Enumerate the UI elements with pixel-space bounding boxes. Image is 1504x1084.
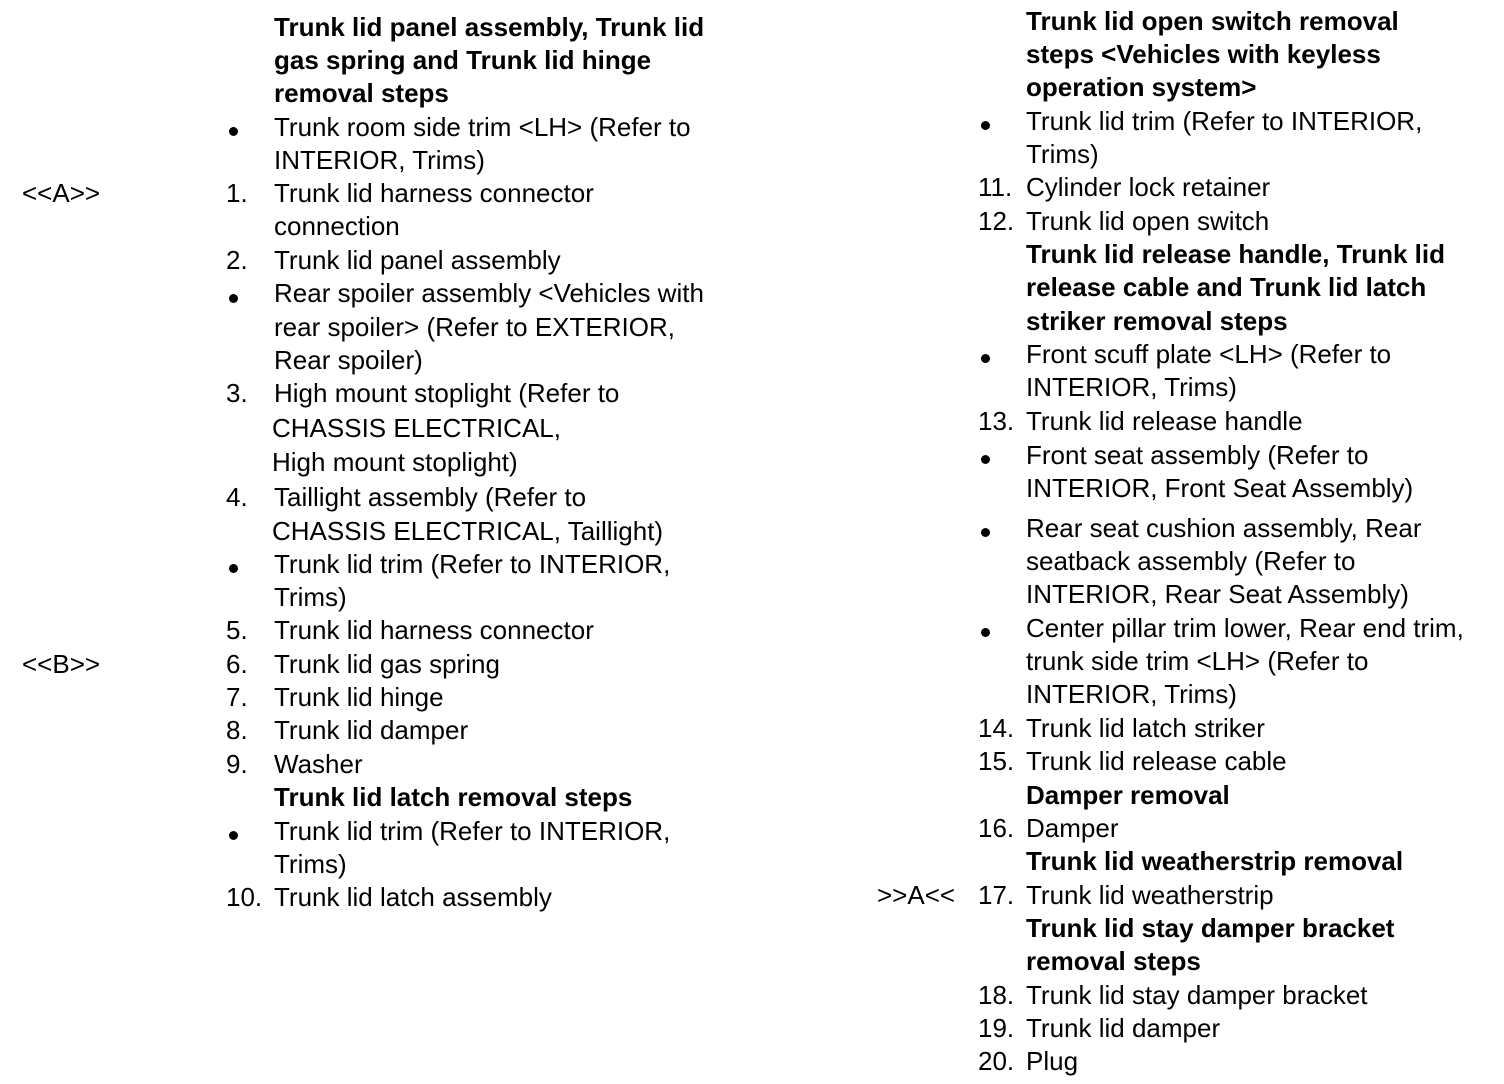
heading-release-line-3: striker removal steps: [1026, 306, 1288, 336]
bullet-icon: [229, 564, 238, 573]
item-number: 17.: [978, 880, 1015, 910]
item-number: 6.: [226, 649, 248, 679]
heading-switch-line-3: operation system>: [1026, 72, 1257, 102]
bullet-rear-seat-line-2: seatback assembly (Refer to: [1026, 546, 1356, 576]
item-7: Trunk lid hinge: [274, 682, 444, 712]
bullet-front-seat-line-1: Front seat assembly (Refer to: [1026, 440, 1369, 470]
item-number: 8.: [226, 715, 248, 745]
item-number: 7.: [226, 682, 248, 712]
heading-bracket-line-2: removal steps: [1026, 946, 1201, 976]
bullet-icon: [981, 121, 990, 130]
item-19: Trunk lid damper: [1026, 1013, 1221, 1043]
heading-damper: Damper removal: [1026, 780, 1230, 810]
item-11: Cylinder lock retainer: [1026, 172, 1271, 202]
item-1-line-1: Trunk lid harness connector: [274, 178, 594, 208]
service-mark-b: <<B>>: [22, 649, 101, 679]
item-number: 11.: [978, 172, 1013, 202]
bullet-trim-1-line-2: Trims): [274, 582, 347, 612]
item-15: Trunk lid release cable: [1026, 746, 1287, 776]
item-number: 14.: [978, 713, 1015, 743]
item-2: Trunk lid panel assembly: [274, 245, 561, 275]
bullet-trim-2-line-2: Trims): [274, 849, 347, 879]
bullet-trim-2-line-1: Trunk lid trim (Refer to INTERIOR,: [274, 816, 671, 846]
heading-switch-line-1: Trunk lid open switch removal: [1026, 6, 1399, 36]
bullet-pillar-line-3: INTERIOR, Trims): [1026, 679, 1237, 709]
bullet-icon: [229, 294, 238, 303]
heading-switch-line-2: steps <Vehicles with keyless: [1026, 39, 1381, 69]
bullet-scuff-line-1: Front scuff plate <LH> (Refer to: [1026, 339, 1392, 369]
heading-release-line-1: Trunk lid release handle, Trunk lid: [1026, 239, 1446, 269]
heading-panel-line-1: Trunk lid panel assembly, Trunk lid: [274, 12, 705, 42]
item-number: 18.: [978, 980, 1015, 1010]
bullet-pillar-line-1: Center pillar trim lower, Rear end trim,: [1026, 613, 1464, 643]
item-number: 13.: [978, 406, 1015, 436]
heading-bracket-line-1: Trunk lid stay damper bracket: [1026, 913, 1395, 943]
bullet-trim-3-line-1: Trunk lid trim (Refer to INTERIOR,: [1026, 106, 1423, 136]
item-17: Trunk lid weatherstrip: [1026, 880, 1274, 910]
bullet-icon: [981, 628, 990, 637]
service-mark-a-install: >>A<<: [877, 880, 956, 910]
item-number: 16.: [978, 813, 1015, 843]
item-number: 3.: [226, 378, 248, 408]
item-number: 9.: [226, 749, 248, 779]
bullet-front-seat-line-2: INTERIOR, Front Seat Assembly): [1026, 473, 1414, 503]
item-number: 20.: [978, 1046, 1015, 1076]
heading-panel-line-3: removal steps: [274, 78, 449, 108]
bullet-trim-3-line-2: Trims): [1026, 139, 1099, 169]
bullet-side-trim-line-2: INTERIOR, Trims): [274, 145, 485, 175]
item-13: Trunk lid release handle: [1026, 406, 1303, 436]
item-18: Trunk lid stay damper bracket: [1026, 980, 1368, 1010]
item-number: 5.: [226, 615, 248, 645]
item-1-line-2: connection: [274, 211, 400, 241]
bullet-scuff-line-2: INTERIOR, Trims): [1026, 372, 1237, 402]
item-20: Plug: [1026, 1046, 1079, 1076]
item-14: Trunk lid latch striker: [1026, 713, 1265, 743]
bullet-icon: [229, 127, 238, 136]
item-number: 2.: [226, 245, 248, 275]
heading-latch: Trunk lid latch removal steps: [274, 782, 633, 812]
bullet-pillar-line-2: trunk side trim <LH> (Refer to: [1026, 646, 1369, 676]
item-12: Trunk lid open switch: [1026, 206, 1270, 236]
service-mark-a: <<A>>: [22, 178, 101, 208]
item-6: Trunk lid gas spring: [274, 649, 500, 679]
item-8: Trunk lid damper: [274, 715, 469, 745]
item-number: 15.: [978, 746, 1015, 776]
bullet-rear-seat-line-3: INTERIOR, Rear Seat Assembly): [1026, 579, 1409, 609]
item-4-line-1: Taillight assembly (Refer to: [274, 482, 587, 512]
bullet-spoiler-line-1: Rear spoiler assembly <Vehicles with: [274, 278, 704, 308]
item-number: 1.: [226, 178, 248, 208]
item-5: Trunk lid harness connector: [274, 615, 594, 645]
bullet-icon: [981, 354, 990, 363]
item-number: 12.: [978, 206, 1015, 236]
item-4-line-2: CHASSIS ELECTRICAL, Taillight): [272, 516, 664, 546]
bullet-side-trim-line-1: Trunk room side trim <LH> (Refer to: [274, 112, 691, 142]
item-number: 4.: [226, 482, 248, 512]
bullet-spoiler-line-3: Rear spoiler): [274, 345, 423, 375]
bullet-trim-1-line-1: Trunk lid trim (Refer to INTERIOR,: [274, 549, 671, 579]
bullet-icon: [981, 455, 990, 464]
item-16: Damper: [1026, 813, 1119, 843]
bullet-icon: [229, 831, 238, 840]
bullet-spoiler-line-2: rear spoiler> (Refer to EXTERIOR,: [274, 312, 675, 342]
item-9: Washer: [274, 749, 363, 779]
item-3-line-3: High mount stoplight): [272, 447, 518, 477]
heading-weatherstrip: Trunk lid weatherstrip removal: [1026, 846, 1404, 876]
item-3-line-1: High mount stoplight (Refer to: [274, 378, 620, 408]
item-number: 10.: [226, 882, 263, 912]
item-3-line-2: CHASSIS ELECTRICAL,: [272, 413, 561, 443]
heading-release-line-2: release cable and Trunk lid latch: [1026, 272, 1427, 302]
heading-panel-line-2: gas spring and Trunk lid hinge: [274, 45, 652, 75]
bullet-icon: [981, 528, 990, 537]
item-10: Trunk lid latch assembly: [274, 882, 552, 912]
bullet-rear-seat-line-1: Rear seat cushion assembly, Rear: [1026, 513, 1422, 543]
item-number: 19.: [978, 1013, 1015, 1043]
